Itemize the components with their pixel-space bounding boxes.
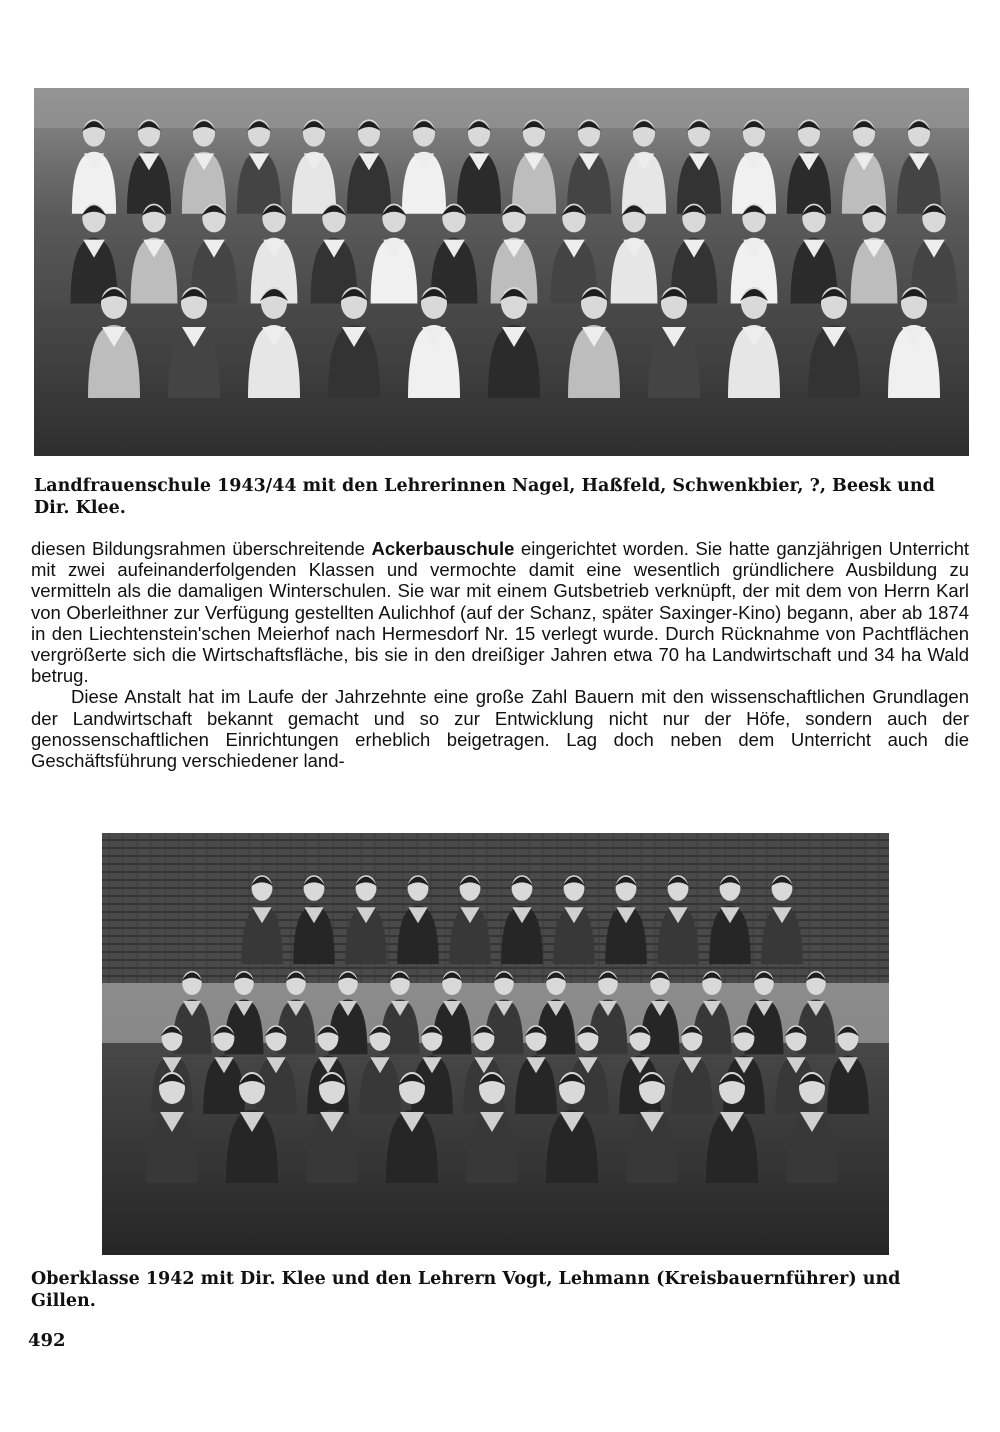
paragraph-1-rest: eingerichtet worden. Sie hatte ganzjährigen Unterricht mit zwei aufeinanderfolgenden Klassen und vermochte damit eine wesentlich gründlichere Ausbildung zu vermitteln als die damaligen Winterschulen. Sie war mit einem Gutsbetrieb verknüpft, der mit dem von Herrn Karl von Oberleithner zur Verfügung gestellten Aulichhof (auf der Schanz, später Saxinger-Kino) begann, aber ab 1874 in den Liechtenstein'schen Meierhof nach Hermesdorf Nr. 15 verlegt wurde. Durch Rücknahme von Pachtflächen vergrößerte sich die Wirtschaftsfläche, bis sie in den dreißiger Jahren etwa 70 ha Landwirtschaft und 34 ha Wald betrug.	[31, 538, 969, 687]
photo-caption-landfrauenschule: Landfrauenschule 1943/44 mit den Lehrerinnen Nagel, Haßfeld, Schwenkbier, ?, Beesk und Dir. Klee.	[34, 476, 935, 518]
paragraph-1-start: diesen Bildungsrahmen überschreitende	[31, 538, 372, 559]
photo-oberklasse	[102, 833, 889, 1255]
emphasis-ackerbauschule: Ackerbauschule	[371, 538, 515, 559]
page-number: 492	[28, 1330, 66, 1351]
photo-caption-oberklasse: Oberklasse 1942 mit Dir. Klee und den Lehrern Vogt, Lehmann (Kreisbauernführer) und Gillen.	[31, 1269, 901, 1311]
photo-landfrauenschule	[34, 88, 969, 456]
paragraph-2: Diese Anstalt hat im Laufe der Jahrzehnte eine große Zahl Bauern mit den wissenschaftlichen Grundlagen der Landwirtschaft bekannt gemacht und so zur Entwicklung nicht nur der Höfe, sondern auch der genossenschaftlichen Einrichtungen erheblich beigetragen. Lag doch neben dem Unterricht auch die Geschäftsführung verschiedener land-	[31, 686, 969, 772]
paragraph-1	[31, 538, 969, 686]
body-text	[31, 538, 969, 771]
